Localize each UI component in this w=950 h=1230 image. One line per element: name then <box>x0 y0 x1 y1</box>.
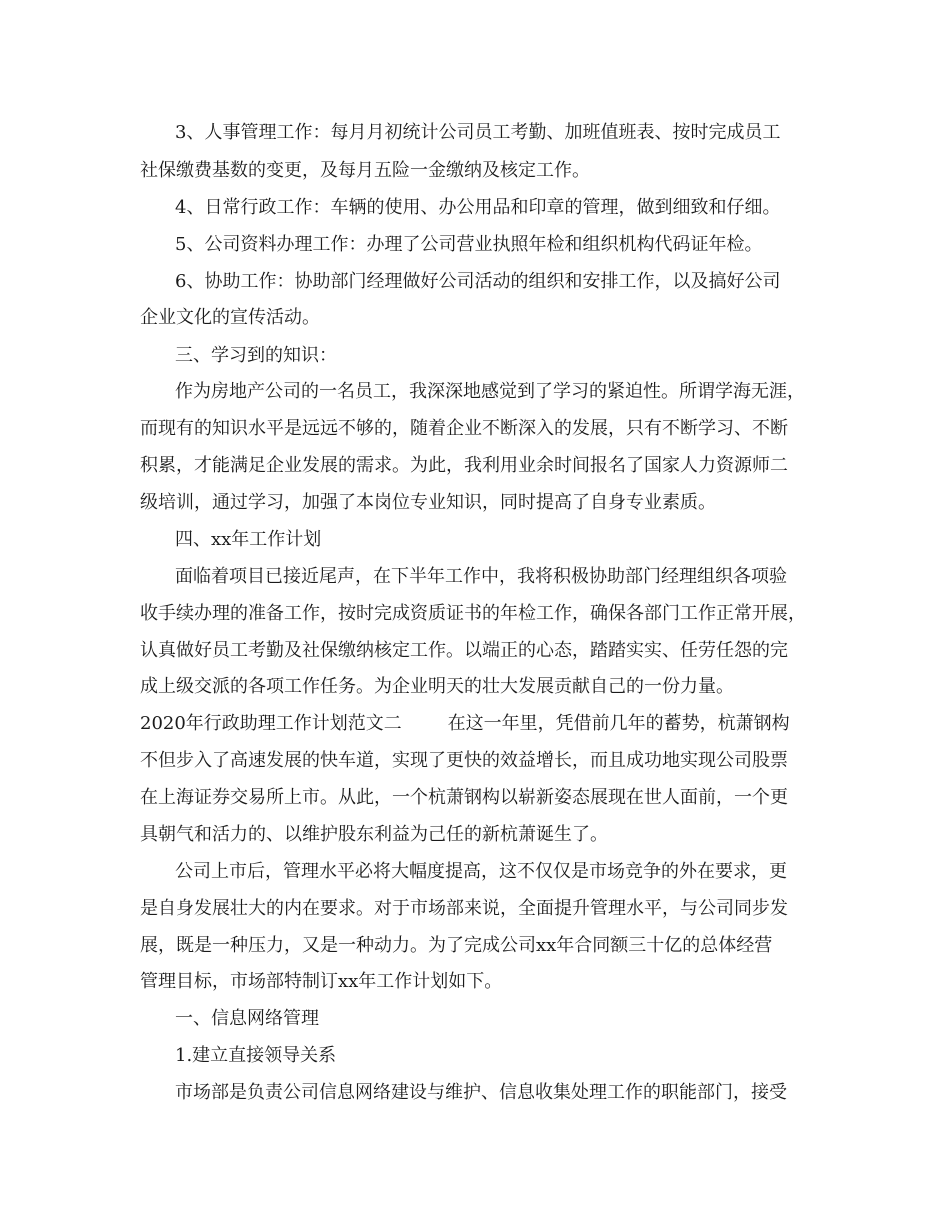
paragraph-line: 而现有的知识水平是远远不够的，随着企业不断深入的发展，只有不断学习、不断 <box>140 418 788 439</box>
paragraph-line: 5、公司资料办理工作：办理了公司营业执照年检和组织机构代码证年检。 <box>175 234 763 255</box>
section-heading: 四、xx年工作计划 <box>175 529 322 550</box>
paragraph-line: 在上海证券交易所上市。从此，一个杭萧钢构以崭新姿态展现在世人面前，一个更 <box>140 787 788 808</box>
paragraph-line: 企业文化的宣传活动。 <box>140 307 320 328</box>
paragraph-line: 社保缴费基数的变更，及每月五险一金缴纳及核定工作。 <box>140 160 590 181</box>
paragraph-line: 公司上市后，管理水平必将大幅度提高，这不仅仅是市场竞争的外在要求，更 <box>175 861 787 882</box>
paragraph-line: 是自身发展壮大的内在要求。对于市场部来说，全面提升管理水平，与公司同步发 <box>140 898 788 919</box>
paragraph-line: 3、人事管理工作：每月月初统计公司员工考勤、加班值班表、按时完成员工 <box>175 122 781 143</box>
section-heading: 三、学习到的知识： <box>175 345 337 366</box>
section-heading: 1.建立直接领导关系 <box>175 1045 337 1066</box>
paragraph-line: 收手续办理的准备工作，按时完成资质证书的年检工作，确保各部门工作正常开展， <box>140 603 806 624</box>
paragraph-line: 2020年行政助理工作计划范文二 在这一年里，凭借前几年的蓄势，杭萧钢构 <box>140 713 790 734</box>
paragraph-line: 展，既是一种压力，又是一种动力。为了完成公司xx年合同额三十亿的总体经营 <box>140 935 773 956</box>
paragraph-line: 4、日常行政工作：车辆的使用、办公用品和印章的管理，做到细致和仔细。 <box>175 197 781 218</box>
paragraph-line: 作为房地产公司的一名员工，我深深地感觉到了学习的紧迫性。所谓学海无涯， <box>175 381 805 402</box>
paragraph-line: 级培训，通过学习，加强了本岗位专业知识，同时提高了自身专业素质。 <box>140 492 716 513</box>
paragraph-line: 管理目标，市场部特制订xx年工作计划如下。 <box>140 971 503 992</box>
paragraph-line: 具朝气和活力的、以维护股东利益为己任的新杭萧诞生了。 <box>140 824 608 845</box>
paragraph-line: 6、协助工作：协助部门经理做好公司活动的组织和安排工作，以及搞好公司 <box>175 271 781 292</box>
paragraph-line: 市场部是负责公司信息网络建设与维护、信息收集处理工作的职能部门，接受 <box>175 1082 787 1103</box>
paragraph-line: 认真做好员工考勤及社保缴纳核定工作。以端正的心态，踏踏实实、任劳任怨的完 <box>140 640 788 661</box>
paragraph-line: 成上级交派的各项工作任务。为企业明天的壮大发展贡献自己的一份力量。 <box>140 676 734 697</box>
paragraph-line: 面临着项目已接近尾声，在下半年工作中，我将积极协助部门经理组织各项验 <box>175 566 787 587</box>
section-heading: 一、信息网络管理 <box>175 1008 319 1029</box>
paragraph-line: 积累，才能满足企业发展的需求。为此，我利用业余时间报名了国家人力资源师二 <box>140 455 788 476</box>
paragraph-line: 不但步入了高速发展的快车道，实现了更快的效益增长，而且成功地实现公司股票 <box>140 750 788 771</box>
